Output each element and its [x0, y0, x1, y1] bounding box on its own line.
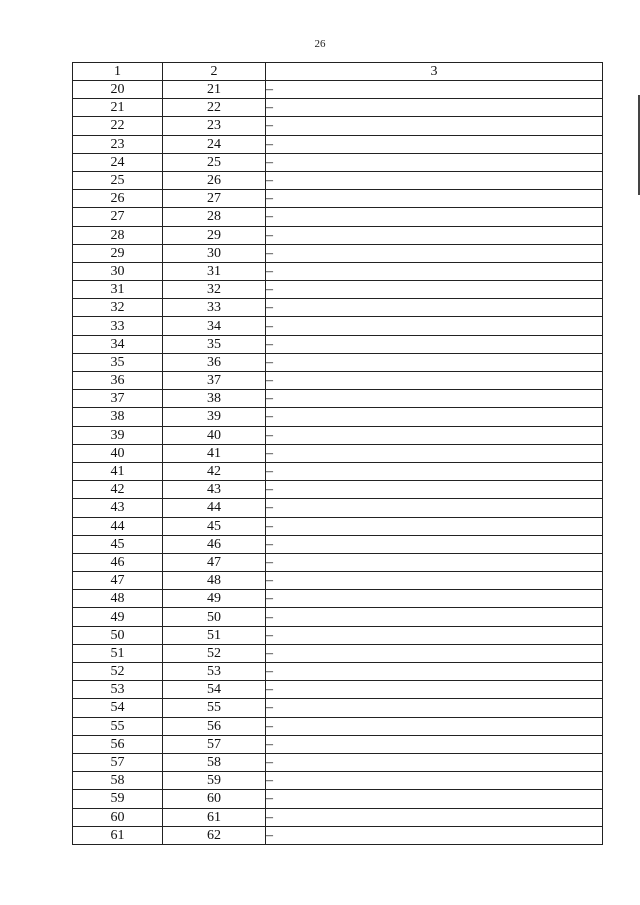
table-cell-col3: –: [266, 226, 603, 244]
table-row: [73, 753, 603, 771]
table-row: [73, 99, 603, 117]
table-cell-col3: –: [266, 717, 603, 735]
table-row: [73, 299, 603, 317]
column-header-2: 2: [163, 63, 266, 81]
table-cell-col2: 32: [163, 281, 266, 299]
table-cell-col2: 22: [163, 99, 266, 117]
table-row: [73, 244, 603, 262]
table-cell-col1: 29: [73, 244, 163, 262]
table-cell-col1: 51: [73, 644, 163, 662]
table-cell-col2: 30: [163, 244, 266, 262]
table-row: [73, 535, 603, 553]
table-cell-col2: 57: [163, 735, 266, 753]
table-cell-col3: –: [266, 808, 603, 826]
table-cell-col2: 39: [163, 408, 266, 426]
table-row: [73, 517, 603, 535]
table-cell-col1: 35: [73, 353, 163, 371]
table-cell-col3: –: [266, 299, 603, 317]
table-cell-col2: 34: [163, 317, 266, 335]
table-cell-col3: –: [266, 408, 603, 426]
table-cell-col1: 36: [73, 372, 163, 390]
table-cell-col1: 44: [73, 517, 163, 535]
table-cell-col1: 49: [73, 608, 163, 626]
table-cell-col1: 21: [73, 99, 163, 117]
table-cell-col3: –: [266, 663, 603, 681]
column-header-1: 1: [73, 63, 163, 81]
table-cell-col1: 43: [73, 499, 163, 517]
table-cell-col1: 60: [73, 808, 163, 826]
table-cell-col3: –: [266, 644, 603, 662]
table-row: [73, 190, 603, 208]
table-row: [73, 335, 603, 353]
table-cell-col3: –: [266, 390, 603, 408]
table-cell-col1: 26: [73, 190, 163, 208]
table-cell-col3: –: [266, 790, 603, 808]
table-row: [73, 226, 603, 244]
table-cell-col3: –: [266, 626, 603, 644]
table-cell-col3: –: [266, 317, 603, 335]
table-row: [73, 663, 603, 681]
table-cell-col2: 53: [163, 663, 266, 681]
table-row: [73, 481, 603, 499]
table-cell-col3: –: [266, 753, 603, 771]
table-cell-col2: 49: [163, 590, 266, 608]
table-row: [73, 408, 603, 426]
table-cell-col3: –: [266, 262, 603, 280]
table-cell-col1: 28: [73, 226, 163, 244]
table-cell-col3: –: [266, 499, 603, 517]
table-cell-col2: 41: [163, 444, 266, 462]
table-row: [73, 772, 603, 790]
table-row: [73, 372, 603, 390]
table-cell-col3: –: [266, 353, 603, 371]
table-row: [73, 553, 603, 571]
table-cell-col3: –: [266, 826, 603, 844]
table-cell-col3: –: [266, 208, 603, 226]
table-cell-col2: 60: [163, 790, 266, 808]
table-cell-col2: 26: [163, 171, 266, 189]
table-cell-col2: 61: [163, 808, 266, 826]
table-cell-col3: –: [266, 81, 603, 99]
table-cell-col2: 29: [163, 226, 266, 244]
table-cell-col2: 52: [163, 644, 266, 662]
table-cell-col2: 47: [163, 553, 266, 571]
table-cell-col3: –: [266, 553, 603, 571]
table-cell-col2: 35: [163, 335, 266, 353]
table-row: [73, 135, 603, 153]
table-cell-col3: –: [266, 590, 603, 608]
table-row: [73, 681, 603, 699]
table-cell-col3: –: [266, 153, 603, 171]
table-cell-col1: 39: [73, 426, 163, 444]
table-row: [73, 499, 603, 517]
table-cell-col2: 54: [163, 681, 266, 699]
table-cell-col3: –: [266, 699, 603, 717]
table-row: [73, 81, 603, 99]
table-cell-col2: 21: [163, 81, 266, 99]
table-cell-col1: 30: [73, 262, 163, 280]
table-cell-col2: 43: [163, 481, 266, 499]
table-cell-col2: 51: [163, 626, 266, 644]
table-cell-col1: 50: [73, 626, 163, 644]
table-row: [73, 644, 603, 662]
table-cell-col2: 33: [163, 299, 266, 317]
table-cell-col2: 25: [163, 153, 266, 171]
table-row: [73, 608, 603, 626]
table-row: [73, 444, 603, 462]
table-cell-col2: 44: [163, 499, 266, 517]
table-cell-col1: 59: [73, 790, 163, 808]
table-row: [73, 353, 603, 371]
table-cell-col1: 22: [73, 117, 163, 135]
table-cell-col3: –: [266, 171, 603, 189]
table-cell-col2: 27: [163, 190, 266, 208]
table-row: [73, 262, 603, 280]
table-row: [73, 317, 603, 335]
table-cell-col3: –: [266, 462, 603, 480]
table-cell-col3: –: [266, 517, 603, 535]
table-row: [73, 572, 603, 590]
table-cell-col2: 36: [163, 353, 266, 371]
table-cell-col2: 31: [163, 262, 266, 280]
table-cell-col3: –: [266, 481, 603, 499]
table-cell-col2: 28: [163, 208, 266, 226]
table-cell-col3: –: [266, 735, 603, 753]
table-cell-col1: 31: [73, 281, 163, 299]
table-cell-col1: 23: [73, 135, 163, 153]
table-cell-col3: –: [266, 608, 603, 626]
table-cell-col1: 55: [73, 717, 163, 735]
table-row: [73, 717, 603, 735]
table-cell-col3: –: [266, 772, 603, 790]
table-cell-col1: 46: [73, 553, 163, 571]
table-cell-col1: 57: [73, 753, 163, 771]
table-cell-col3: –: [266, 426, 603, 444]
table-cell-col3: –: [266, 244, 603, 262]
table-row: [73, 626, 603, 644]
table-row: [73, 699, 603, 717]
table-cell-col3: –: [266, 190, 603, 208]
table-row: [73, 590, 603, 608]
table-cell-col1: 53: [73, 681, 163, 699]
table-cell-col1: 40: [73, 444, 163, 462]
table-cell-col1: 41: [73, 462, 163, 480]
table-cell-col1: 24: [73, 153, 163, 171]
table-cell-col1: 34: [73, 335, 163, 353]
table-row: [73, 153, 603, 171]
table-row: [73, 171, 603, 189]
table-cell-col3: –: [266, 681, 603, 699]
table-cell-col3: –: [266, 535, 603, 553]
table-row: [73, 790, 603, 808]
table-cell-col3: –: [266, 372, 603, 390]
table-header-row: [73, 63, 603, 81]
table-cell-col2: 50: [163, 608, 266, 626]
table-row: [73, 462, 603, 480]
table-cell-col3: –: [266, 335, 603, 353]
table-cell-col2: 38: [163, 390, 266, 408]
table-cell-col1: 38: [73, 408, 163, 426]
table-cell-col2: 58: [163, 753, 266, 771]
table-row: [73, 208, 603, 226]
table-row: [73, 808, 603, 826]
table-cell-col2: 46: [163, 535, 266, 553]
table-cell-col2: 45: [163, 517, 266, 535]
table-cell-col2: 23: [163, 117, 266, 135]
table-cell-col2: 48: [163, 572, 266, 590]
table-row: [73, 117, 603, 135]
table-cell-col1: 20: [73, 81, 163, 99]
page-number: 26: [314, 38, 326, 50]
table-cell-col1: 37: [73, 390, 163, 408]
table-cell-col2: 62: [163, 826, 266, 844]
data-table: [72, 62, 603, 845]
table-cell-col1: 58: [73, 772, 163, 790]
table-cell-col1: 27: [73, 208, 163, 226]
table-cell-col3: –: [266, 117, 603, 135]
table-cell-col2: 42: [163, 462, 266, 480]
table-cell-col2: 56: [163, 717, 266, 735]
table-cell-col1: 48: [73, 590, 163, 608]
table-cell-col2: 24: [163, 135, 266, 153]
column-header-3: 3: [266, 63, 603, 81]
table-cell-col1: 32: [73, 299, 163, 317]
table-cell-col1: 42: [73, 481, 163, 499]
table-cell-col3: –: [266, 135, 603, 153]
table-row: [73, 390, 603, 408]
table-cell-col2: 37: [163, 372, 266, 390]
table-cell-col1: 25: [73, 171, 163, 189]
table-cell-col1: 47: [73, 572, 163, 590]
table-cell-col3: –: [266, 99, 603, 117]
table-cell-col3: –: [266, 281, 603, 299]
table-row: [73, 281, 603, 299]
table-cell-col3: –: [266, 572, 603, 590]
table-cell-col2: 40: [163, 426, 266, 444]
table-cell-col2: 55: [163, 699, 266, 717]
table-cell-col1: 45: [73, 535, 163, 553]
table-row: [73, 826, 603, 844]
table-cell-col1: 33: [73, 317, 163, 335]
table-cell-col1: 52: [73, 663, 163, 681]
table-cell-col1: 61: [73, 826, 163, 844]
table-row: [73, 426, 603, 444]
table-row: [73, 735, 603, 753]
table-cell-col3: –: [266, 444, 603, 462]
table-cell-col1: 56: [73, 735, 163, 753]
table-cell-col2: 59: [163, 772, 266, 790]
table-body: [73, 63, 603, 845]
table-cell-col1: 54: [73, 699, 163, 717]
